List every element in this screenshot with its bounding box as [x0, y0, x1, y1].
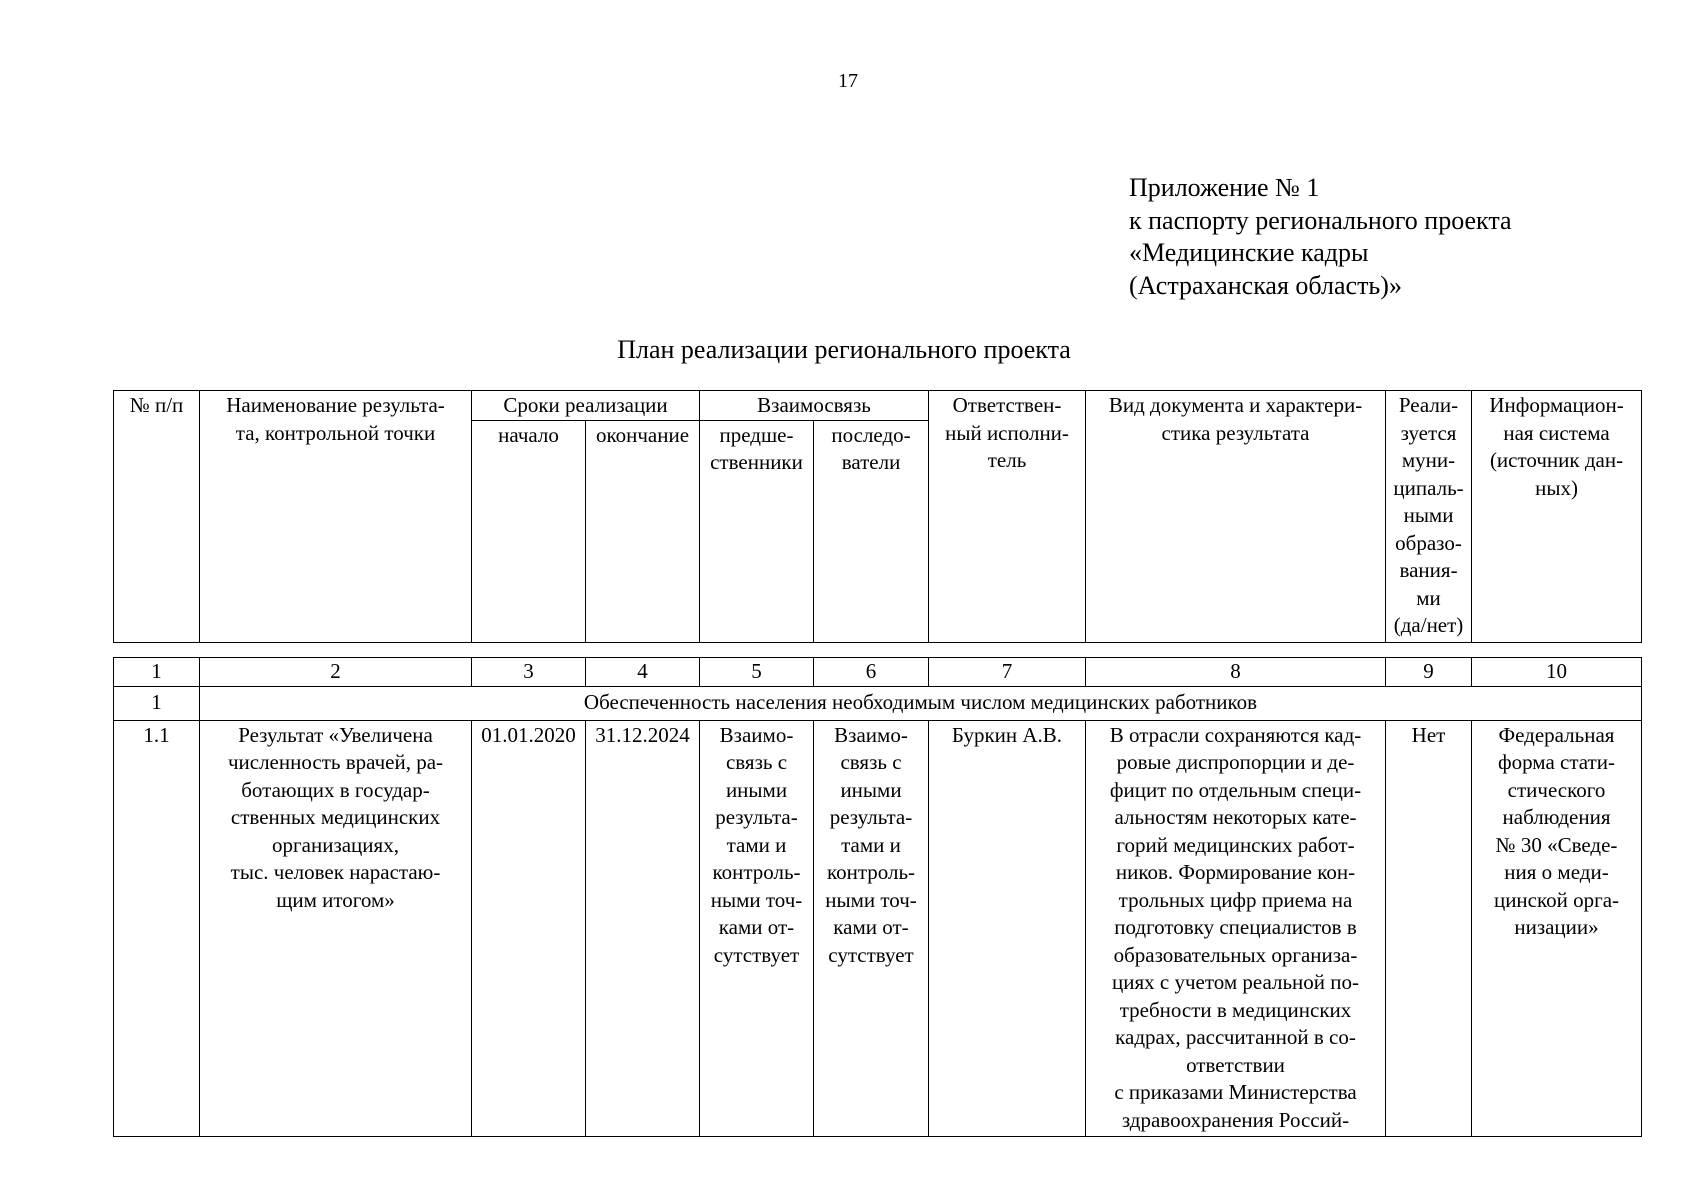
- section-number: 1: [114, 686, 200, 720]
- plan-title-text: План реализации регионального проекта: [617, 335, 1071, 364]
- section-title: Обеспеченность населения необходимым числом медицинских работников: [200, 686, 1642, 720]
- header-info-system: Информацион- ная система (источник дан- ных): [1472, 391, 1642, 643]
- plan-table: [113, 657, 1642, 1137]
- column-number: 2: [200, 658, 472, 687]
- header-predecessors: предше- ственники: [700, 420, 814, 642]
- row-end: 31.12.2024: [586, 720, 700, 1136]
- header-end: окончание: [586, 420, 700, 642]
- appendix-note: [1129, 172, 1512, 302]
- header-no: № п/п: [114, 391, 200, 643]
- page-number: 17: [838, 70, 858, 92]
- header-successors: последо- ватели: [814, 420, 929, 642]
- appendix-line: «Медицинские кадры: [1129, 238, 1369, 267]
- header-municipal: Реали- зуется муни- ципаль- ными образо- вания- ми (да/нет): [1386, 391, 1472, 643]
- header-name: Наименование результа- та, контрольной точки: [200, 391, 472, 643]
- row-successors: Взаимо- связь с иными результа- тами и контроль- ными точ- ками от- сутствует: [814, 720, 929, 1136]
- header-doc-type: Вид документа и характери- стика результата: [1086, 391, 1386, 643]
- column-number: 10: [1472, 658, 1642, 687]
- row-info-system: Федеральная форма стати- стического наблюдения № 30 «Сведе- ния о меди- цинской орга- низации»: [1472, 720, 1642, 1136]
- row-responsible: Буркин А.В.: [929, 720, 1086, 1136]
- row-predecessors: Взаимо- связь с иными результа- тами и контроль- ными точ- ками от- сутствует: [700, 720, 814, 1136]
- section-row: [114, 686, 1642, 720]
- column-number: 5: [700, 658, 814, 687]
- row-number: 1.1: [114, 720, 200, 1136]
- column-number: 7: [929, 658, 1086, 687]
- appendix-line: (Астраханская область)»: [1129, 270, 1402, 300]
- header-start: начало: [472, 420, 586, 642]
- row-name: Результат «Увеличена численность врачей, ра- ботающих в государ- ственных медицинских организациях, тыс. человек нарастаю- щим итогом»: [200, 720, 472, 1136]
- row-doc-type: В отрасли сохраняются кад- ровые диспропорции и де- фицит по отдельным специ- альностям некоторых кате- горий медицинских работ- ников. Формирование кон- трольных цифр приема на подготовку специалистов в образовательных организа- циях с учетом реальной по- требности в медицинских кадрах, рассчитанной в со- ответствии с приказами Министерства здравоохранения Россий-: [1086, 720, 1386, 1136]
- column-number: 8: [1086, 658, 1386, 687]
- plan-title: [0, 335, 1696, 365]
- header-responsible: Ответствен- ный исполни- тель: [929, 391, 1086, 643]
- appendix-line: к паспорту регионального проекта: [1129, 205, 1512, 235]
- header-terms: Сроки реализации: [472, 391, 700, 421]
- row-municipal: Нет: [1386, 720, 1472, 1136]
- column-number: 4: [586, 658, 700, 687]
- appendix-line: Приложение № 1: [1129, 173, 1320, 202]
- column-number: 6: [814, 658, 929, 687]
- column-number: 3: [472, 658, 586, 687]
- table-row: [114, 720, 1642, 1136]
- column-number-row: [114, 658, 1642, 687]
- row-start: 01.01.2020: [472, 720, 586, 1136]
- header-table: [113, 390, 1642, 643]
- column-number: 9: [1386, 658, 1472, 687]
- column-number: 1: [114, 658, 200, 687]
- header-relation: Взаимосвязь: [700, 391, 929, 421]
